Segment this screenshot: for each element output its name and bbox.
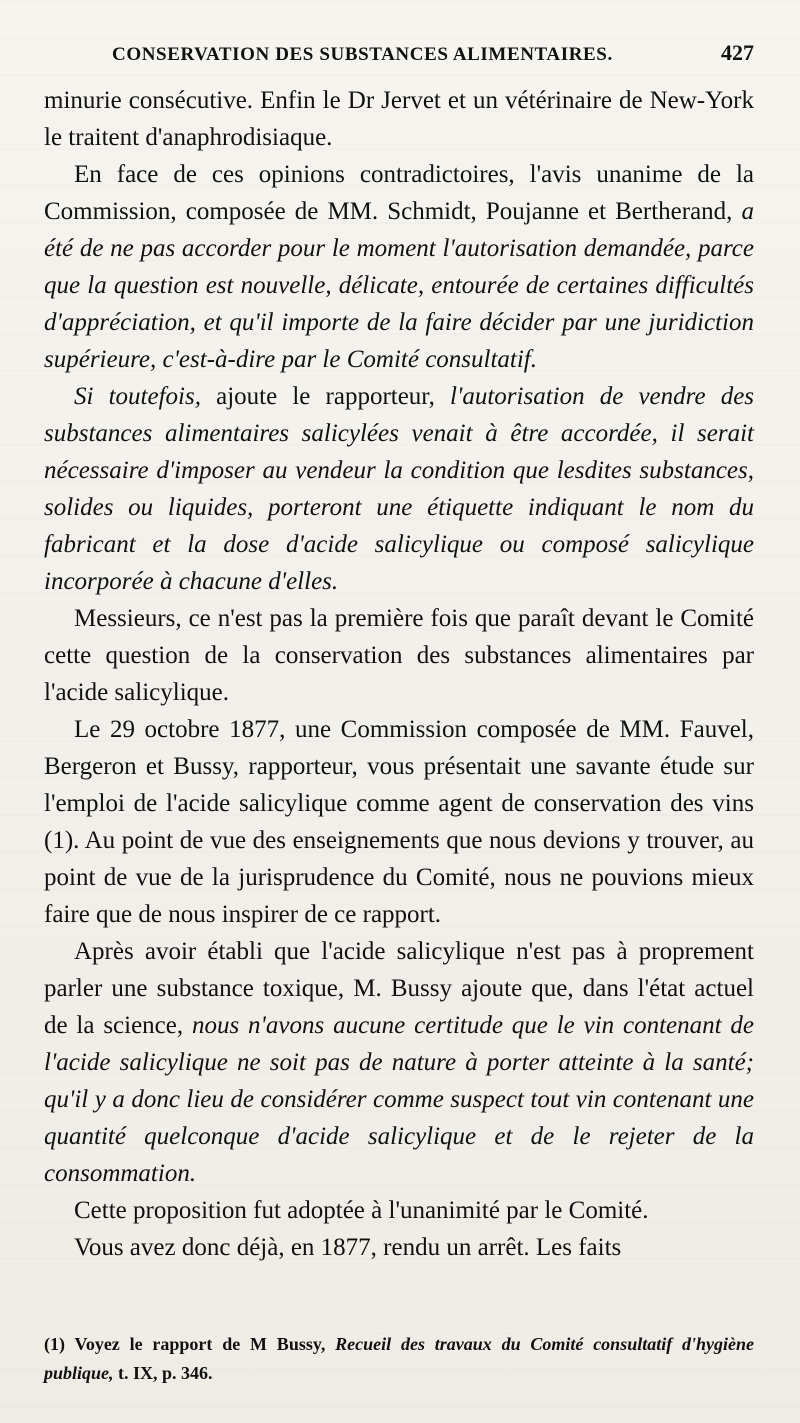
paragraph-2-roman: En face de ces opinions contradictoires, l'avis unanime de la Commission, composée de MM. Schmidt, Poujanne et Bertherand, (44, 161, 754, 225)
paragraph-2 (44, 156, 754, 378)
paragraph-6-italic: nous n'avons aucune certitude que le vin contenant de l'acide salicylique ne soit pas de nature à porter atteinte à la santé; qu'il y a donc lieu de considérer comme suspect tout vin contenant une quantité quelconque d'acide salicylique et de le rejeter de la consommation. (44, 1012, 755, 1187)
page-header (112, 40, 754, 66)
paragraph-1: minurie consécutive. Enfin le Dr Jervet et un vétérinaire de New-York le traitent d'anaphrodisiaque. (44, 87, 754, 151)
paragraph-3-italic: l'autorisation de vendre des substances alimentaires salicylées venait à être accordée, il serait nécessaire d'imposer au vendeur la condition que lesdites substances, solides ou liquides, porteront une étiquette indiquant le nom du fabricant et la dose d'acide salicylique ou composé salicylique incorporée à chacune d'elles. (44, 383, 755, 595)
paragraph-8: Vous avez donc déjà, en 1877, rendu un arrêt. Les faits (74, 1234, 622, 1261)
paragraph-7: Cette proposition fut adoptée à l'unanimité par le Comité. (74, 1197, 649, 1224)
footnote-roman: (1) Voyez le rapport de M Bussy, (44, 1334, 326, 1354)
body-text (44, 82, 754, 1266)
paragraph-2-italic: a été de ne pas accorder pour le moment l'autorisation demandée, parce que la question est nouvelle, délicate, entourée de certaines difficultés d'appréciation, et qu'il importe de la faire décider par une juridiction supérieure, c'est-à-dire par le Comité consultatif. (44, 198, 754, 373)
paragraph-3-italic-lead: Si toutefois, (74, 383, 201, 410)
paragraph-3-roman: ajoute le rapporteur, (216, 383, 435, 410)
footnote-ref: t. IX, p. 346. (118, 1363, 213, 1383)
footnote (44, 1330, 754, 1388)
footnote-italic: Recueil des travaux du Comité consultatif d'hygiène publique, (44, 1334, 755, 1383)
paragraph-6-roman: Après avoir établi que l'acide salicylique n'est pas à proprement parler une substance toxique, M. Bussy ajoute que, dans l'état actuel de la science, (44, 938, 754, 1039)
paragraph-5: Le 29 octobre 1877, une Commission composée de MM. Fauvel, Bergeron et Bussy, rapporteur, vous présentait une savante étude sur l'emploi de l'acide salicylique comme agent de conservation des vins (1). Au point de vue des enseignements que nous devions y trouver, au point de vue de la jurisprudence du Comité, nous ne pouvions mieux faire que de nous inspirer de ce rapport. (44, 716, 754, 928)
running-title: CONSERVATION DES SUBSTANCES ALIMENTAIRES. (112, 44, 613, 65)
paragraph-3 (44, 378, 754, 600)
paragraph-6 (44, 933, 754, 1192)
page-number: 427 (721, 40, 754, 65)
paragraph-4: Messieurs, ce n'est pas la première fois que paraît devant le Comité cette question de la conservation des substances alimentaires par l'acide salicylique. (44, 605, 754, 706)
